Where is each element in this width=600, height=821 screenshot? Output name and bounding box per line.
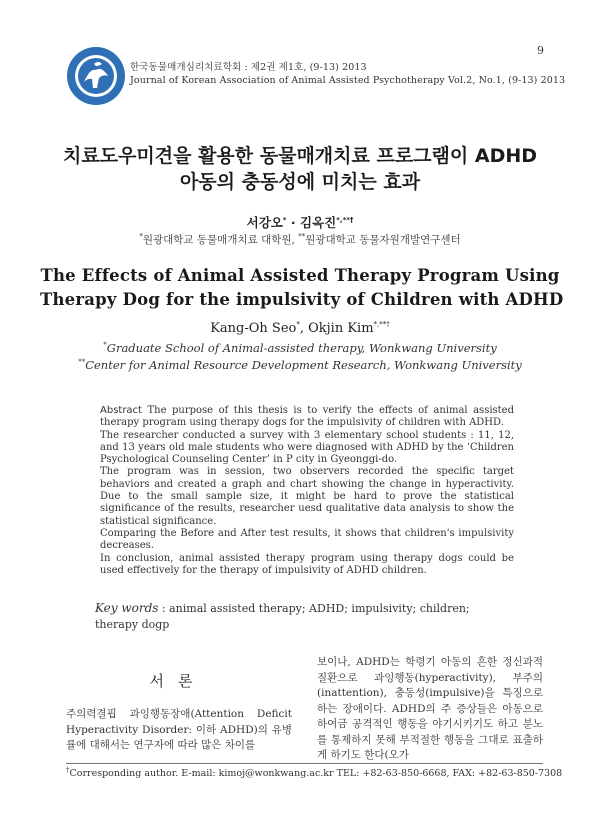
keywords-text: animal assisted therapy; ADHD; impulsivity; children; therapy dogp (95, 602, 470, 631)
affil-ko-1: 원광대학교 동물매개치료 대학원, (142, 234, 299, 246)
abstract-paragraph-3: The program was in session, two observers recorded the specific target behaviors and created a graph and chart showing the change in hyperactivity. Due to the small sample size, it might be hard to prove the statistical significance of the results, researcher uesd qualitative data analysis to show the statistical significance. (100, 466, 514, 527)
footnote-divider (66, 763, 543, 764)
authors-en (40, 321, 560, 336)
section-title-introduction: 서론 (149, 672, 207, 690)
affiliation-en-1 (40, 341, 560, 355)
page-number: 9 (537, 44, 544, 57)
body-right-paragraph: 보이나, ADHD는 학령기 아동의 흔한 정신과적 질환으로 과잉행동(hyperactivity), 부주의(inattention), 충동성(impulsive)을 특징으로 하는 장애이다. ADHD의 주 증상들은 아동으로 하여금 공격적인 행동을 야기시키기도 하고 분노를 통제하지 못해 부적절한 행동을 그대로 표출하게 하기도 한다(오가 (317, 656, 543, 761)
title-ko-line1: 치료도우미견을 활용한 동물매개치료 프로그램이 ADHD (62, 145, 538, 167)
author2-en-sup: *,**† (373, 320, 390, 329)
author-separator-en: , (299, 321, 309, 336)
abstract (100, 405, 514, 577)
keywords-label: Key words (95, 601, 159, 615)
affil-en-2-text: Center for Animal Resource Development Research, Wonkwang University (85, 358, 522, 372)
author1-ko: 서강오 (246, 215, 283, 230)
affil-ko-2: 원광대학교 동물자원개발연구센터 (305, 234, 461, 246)
body-column-right (317, 655, 543, 764)
footnote-sup: † (66, 765, 70, 774)
title-ko-line2: 아동의 충동성에 미치는 효과 (179, 171, 421, 193)
abstract-paragraph-2: The researcher conducted a survey with 3 elementary school students : 11, 12, and 13 years old male students who were diagnosed with ADHD by the ‘Children Psychological Counseling Center’ in P city in Gyeonggi-do. (100, 429, 514, 466)
abstract-label: Abstract (100, 405, 142, 416)
abstract-p1-text: The purpose of this thesis is to verify the effects of animal assisted therapy program using therapy dogs for the impulsivity of children with ADHD. (100, 405, 514, 429)
body-column-left (66, 707, 292, 754)
affil-ko-2-sup: ** (298, 232, 306, 241)
affil-en-1-sup: * (103, 341, 107, 350)
journal-name-ko: 한국동물매개심리치료학회 : 제2권 제1호, (9-13) 2013 (130, 62, 367, 73)
author-separator-ko: · (286, 215, 300, 230)
keywords (95, 600, 515, 633)
affil-en-1-text: Graduate School of Animal-assisted therapy, Wonkwang University (106, 341, 497, 355)
affiliation-ko (40, 232, 560, 247)
journal-logo (66, 46, 126, 106)
author2-ko: 김옥진 (299, 215, 337, 230)
abstract-paragraph-1 (100, 405, 514, 430)
corresponding-author-footnote (66, 765, 563, 779)
affiliation-en-2 (40, 358, 560, 372)
author1-en: Kang-Oh Seo (210, 321, 297, 336)
title-en-line2: Therapy Dog for the impulsivity of Children with ADHD (40, 290, 564, 309)
author1-en-sup: * (296, 320, 300, 329)
affil-ko-1-sup: * (139, 232, 143, 241)
author1-ko-sup: * (282, 215, 287, 224)
keywords-sep: : (158, 602, 170, 615)
body-left-paragraph: 주의력결핍 과잉행동장애(Attention Deficit Hyperactivity Disorder: 이하 ADHD)의 유병률에 대해서는 연구자에 따라 많은 차이를 (66, 708, 292, 751)
authors-ko (40, 213, 560, 231)
footnote-text: Corresponding author. E-mail: kimoj@wonkwang.ac.kr TEL: +82-63-850-6668, FAX: +82-63-850-7308 (69, 768, 563, 779)
abstract-paragraph-4: Comparing the Before and After test results, it shows that children's impulsivity decreases. (100, 527, 514, 552)
journal-name-en: Journal of Korean Association of Animal Assisted Psychotherapy Vol.2, No.1, (9-13) 2013 (130, 75, 566, 86)
affil-en-2-sup: ** (78, 358, 86, 367)
author2-en: Okjin Kim (308, 321, 374, 336)
author2-ko-sup: *,**† (336, 215, 354, 224)
title-en-line1: The Effects of Animal Assisted Therapy Program Using (40, 266, 560, 285)
abstract-paragraph-5: In conclusion, animal assisted therapy program using therapy dogs could be used effectively for the therapy of impulsivity of ADHD children. (100, 552, 514, 576)
